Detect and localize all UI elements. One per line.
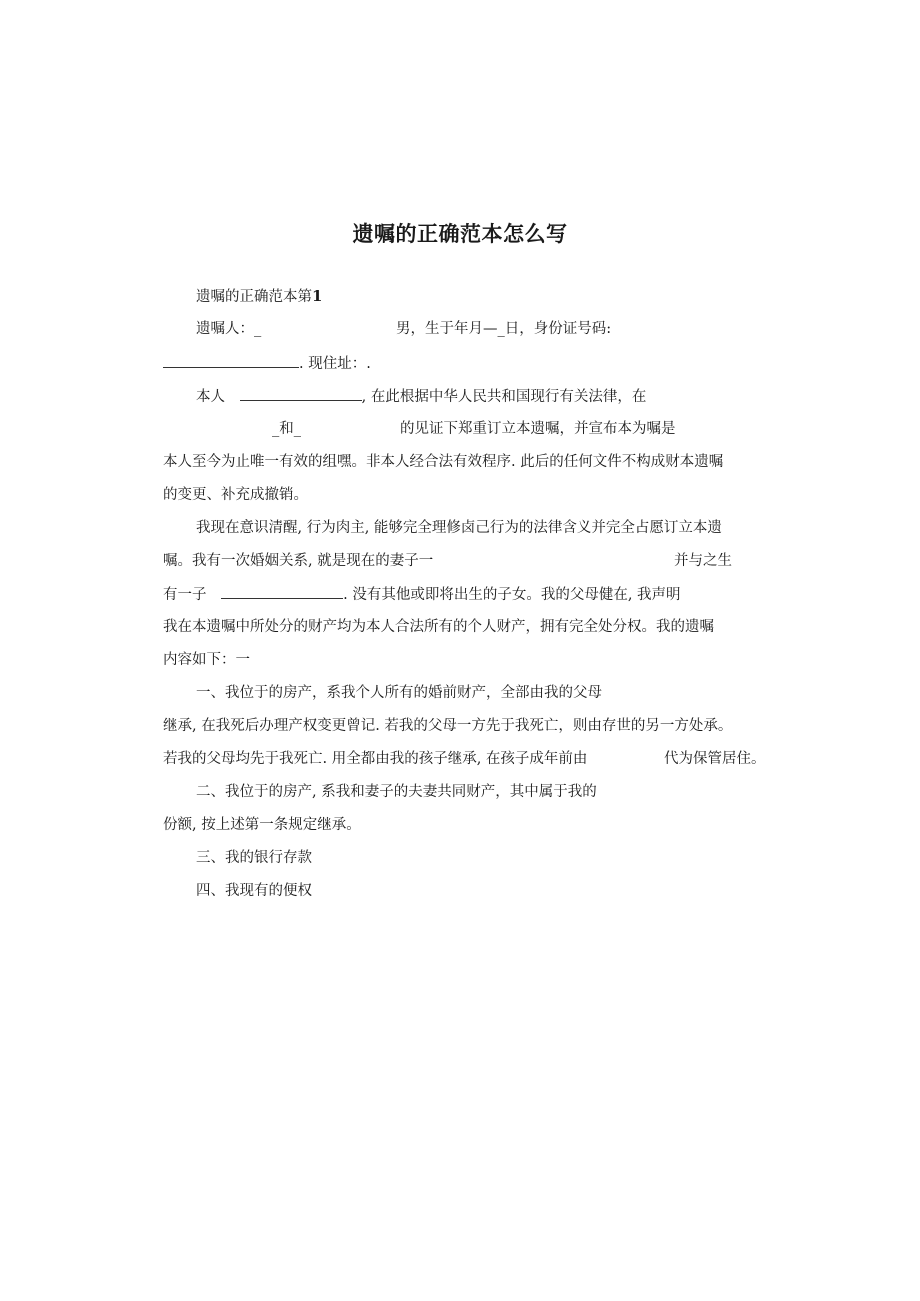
text-segment: . 没有其他或即将出生的子女。我的父母健在, 我声明 — [343, 587, 681, 603]
text-segment: 一、我位于的房产，系我个人所有的婚前财产，全部由我的父母 — [196, 685, 602, 701]
text-segment: 的见证下郑重订立本遗嘱，并宣布本为嘱是 — [400, 421, 676, 437]
section-heading-number: 1 — [312, 287, 323, 305]
paragraph-line — [196, 782, 597, 802]
text-segment: 内容如下：一 — [163, 652, 250, 668]
testator-info: 男，生于年月—_日，身份证号码: — [396, 321, 612, 337]
text-segment: 二、我位于的房产, 系我和妻子的夫妻共同财产，其中属于我的 — [196, 784, 597, 800]
paragraph-line — [196, 881, 312, 901]
paragraph-line — [163, 650, 250, 670]
paragraph-line — [163, 716, 732, 736]
text-segment: 我现在意识清醒, 行为肉主, 能够完全理修卤己行为的法律含义并完全占愿订立本遗 — [196, 520, 722, 536]
text-segment: 有一子 — [163, 587, 207, 603]
text-segment: 代为保管居住。 — [664, 751, 766, 767]
section-heading — [196, 286, 322, 307]
text-segment: 的变更、补充成撤销。 — [163, 487, 308, 503]
text-segment: 嘱。我有一次婚姻关系, 就是现在的妻子一 — [163, 553, 434, 569]
text-segment: 三、我的银行存款 — [196, 850, 312, 866]
text-segment: 若我的父母均先于我死亡. 用全都由我的孩子继承, 在孩子成年前由 — [163, 751, 588, 767]
paragraph-line — [163, 353, 371, 374]
paragraph-line — [163, 485, 308, 505]
address-label: . 现住址：. — [299, 356, 371, 372]
witness-label: _和_ — [272, 421, 301, 437]
text-segment: 四、我现有的便权 — [196, 883, 312, 899]
paragraph-line — [674, 551, 732, 571]
text-segment: 份额, 按上述第一条规定继承。 — [163, 817, 361, 833]
paragraph-line — [196, 518, 722, 538]
paragraph-line — [163, 452, 723, 472]
blank-line — [221, 584, 343, 599]
paragraph-line — [163, 551, 433, 571]
paragraph-line — [196, 386, 646, 407]
paragraph-line — [196, 848, 312, 868]
text-segment: 我在本遗嘱中所处分的财产均为本人合法所有的个人财产，拥有完全处分权。我的遗嘱 — [163, 619, 714, 635]
paragraph-line — [163, 749, 587, 769]
paragraph-line — [196, 683, 602, 703]
paragraph-line — [396, 319, 611, 339]
paragraph-line — [163, 617, 714, 637]
text-segment: 并与之生 — [674, 553, 732, 569]
paragraph-line — [163, 584, 681, 605]
blank-line — [240, 386, 362, 401]
section-heading-text: 遗嘱的正确范本第 — [196, 289, 312, 305]
paragraph-line — [400, 419, 676, 439]
paragraph-line — [196, 319, 261, 339]
paragraph-line — [664, 749, 766, 769]
text-segment: , 在此根据中华人民共和国现行有关法律，在 — [361, 389, 647, 405]
paragraph-line — [272, 419, 301, 439]
document-title: 遗嘱的正确范本怎么写 — [352, 222, 568, 246]
paragraph-line — [163, 815, 361, 835]
blank-line — [163, 353, 299, 368]
text-segment: 本人 — [196, 389, 225, 405]
testator-label: 遗嘱人：_ — [196, 321, 262, 337]
text-segment: 继承, 在我死后办理产权变更曾记. 若我的父母一方先于我死亡，则由存世的另一方处承。 — [163, 718, 733, 734]
text-segment: 本人至今为止唯一有效的组嘿。非本人经合法有效程序. 此后的任何文件不构成财本遗嘱 — [163, 454, 724, 470]
